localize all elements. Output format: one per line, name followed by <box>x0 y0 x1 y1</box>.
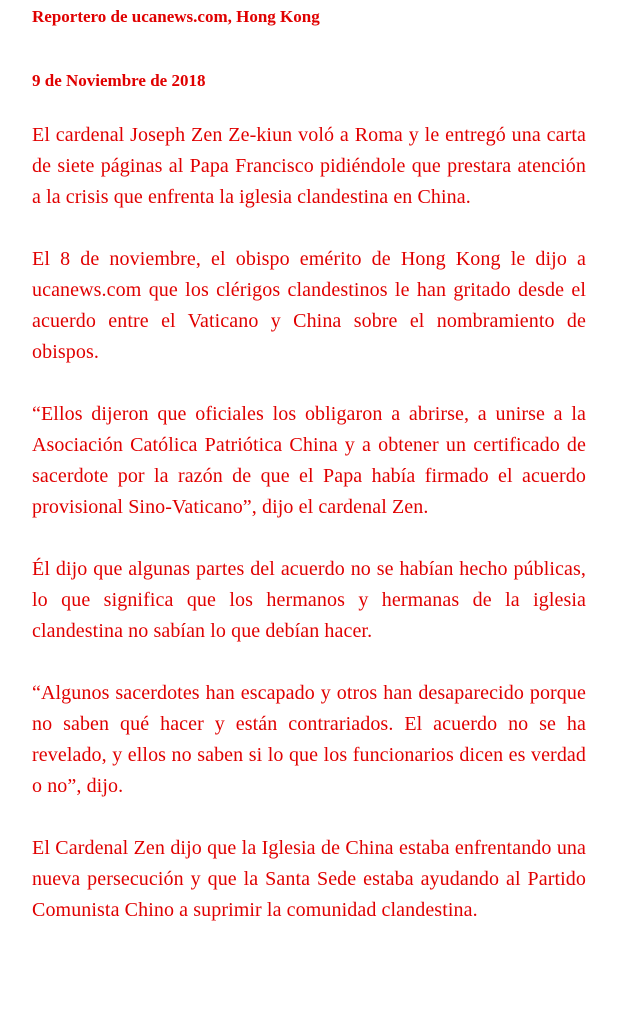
article-paragraph-2: El 8 de noviembre, el obispo emérito de Hong Kong le dijo a ucanews.com que los clérigos clandestinos le han gritado desde el acuerdo entre el Vaticano y China sobre el nombramiento de obispos. <box>32 248 586 363</box>
publication-date: 9 de Noviembre de 2018 <box>32 71 206 90</box>
article-paragraph-1: El cardenal Joseph Zen Ze-kiun voló a Roma y le entregó una carta de siete páginas al Papa Francisco pidiéndole que prestara atención a la crisis que enfrenta la iglesia clandestina en China. <box>32 124 586 208</box>
article-paragraph-3: “Ellos dijeron que oficiales los obligaron a abrirse, a unirse a la Asociación Católica Patriótica China y a obtener un certificado de sacerdote por la razón de que el Papa había firmado el acuerdo provisional Sino-Vaticano”, dijo el cardenal Zen. <box>32 403 586 518</box>
article-paragraph-6: El Cardenal Zen dijo que la Iglesia de China estaba enfrentando una nueva persecución y que la Santa Sede estaba ayudando al Partido Comunista Chino a suprimir la comunidad clandestina. <box>32 837 586 921</box>
article-paragraph-5: “Algunos sacerdotes han escapado y otros han desaparecido porque no saben qué hacer y están contrariados. El acuerdo no se ha revelado, y ellos no saben si lo que los funcionarios dicen es verdad o no”, dijo. <box>32 682 586 797</box>
article <box>32 6 586 926</box>
byline: Reportero de ucanews.com, Hong Kong <box>32 7 320 26</box>
article-paragraph-4: Él dijo que algunas partes del acuerdo no se habían hecho públicas, lo que significa que los hermanos y hermanas de la iglesia clandestina no sabían lo que debían hacer. <box>32 558 586 642</box>
